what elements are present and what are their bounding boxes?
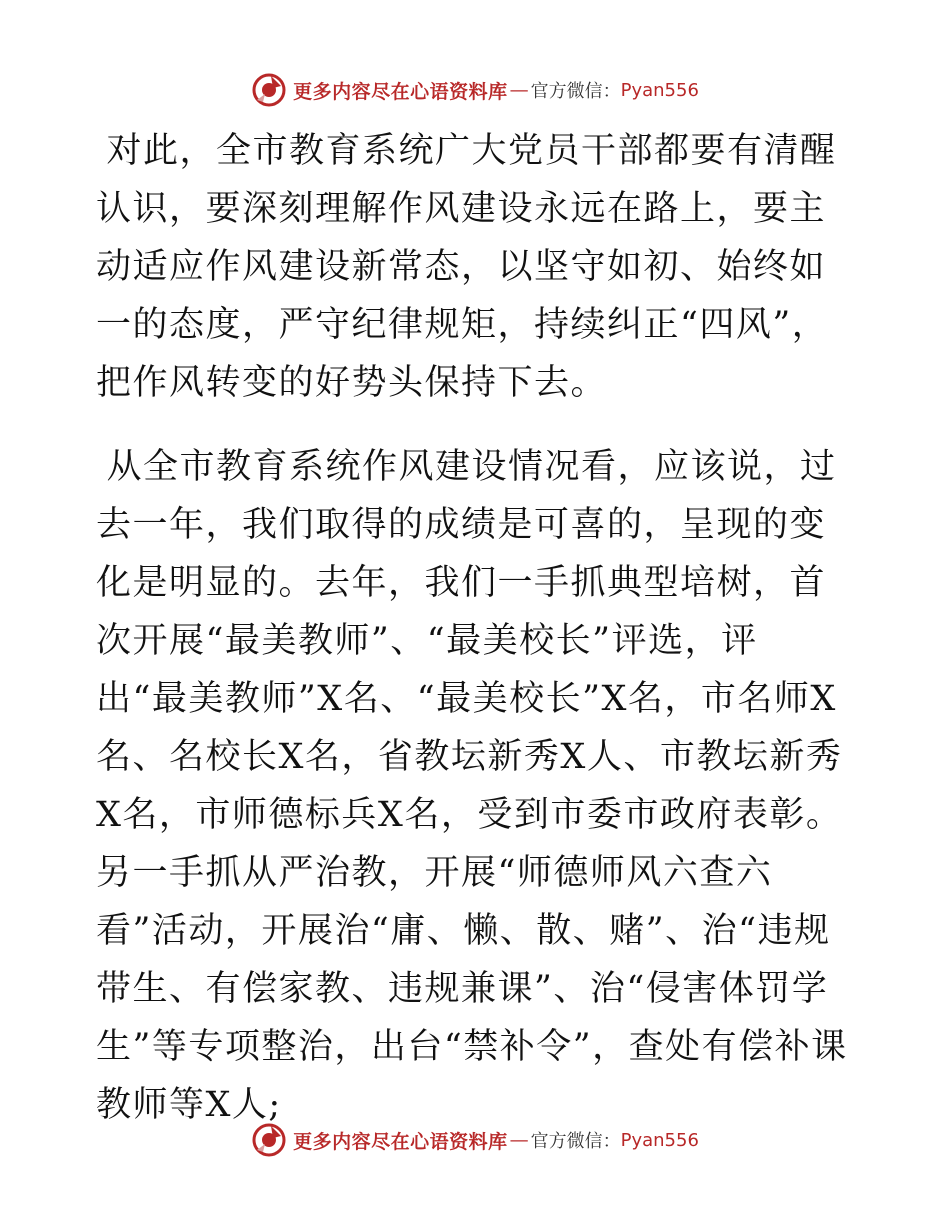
- watermark-separator: —: [509, 1129, 529, 1151]
- footer-watermark: [0, 1120, 950, 1160]
- wechat-id: Pyan556: [620, 79, 699, 101]
- watermark-text: 更多内容尽在心语资料库: [293, 80, 508, 103]
- wechat-label: 官方微信：: [530, 1131, 621, 1152]
- wechat-id: Pyan556: [620, 1129, 699, 1151]
- watermark-text: 更多内容尽在心语资料库: [293, 1130, 508, 1153]
- paragraph-2: 从全市教育系统作风建设情况看，应该说，过去一年，我们取得的成绩是可喜的，呈现的变化是明显的。去年，我们一手抓典型培树，首次开展“最美教师”、“最美校长”评选，评出“最美教师”X名、“最美校长”X名，市名师X名、名校长X名，省教坛新秀X人、市教坛新秀X名，市师德标兵X名，受到市委市政府表彰。另一手抓从严治教，开展“师德师风六查六看”活动，开展治“庸、懒、散、赌”、治“违规带生、有偿家教、违规兼课”、治“侵害体罚学生”等专项整治，出台“禁补令”，查处有偿补课教师等X人;: [96, 447, 848, 1125]
- brand-logo-icon: [251, 72, 287, 108]
- watermark-separator: —: [509, 79, 529, 101]
- document-body: [96, 122, 848, 1134]
- brand-logo-icon: [251, 1122, 287, 1158]
- paragraph-1: 对此，全市教育系统广大党员干部都要有清醒认识，要深刻理解作风建设永远在路上，要主动适应作风建设新常态，以坚守如初、始终如一的态度，严守纪律规矩，持续纠正“四风”，把作风转变的好势头保持下去。: [96, 131, 837, 403]
- header-watermark: [0, 70, 950, 110]
- wechat-label: 官方微信：: [530, 81, 621, 102]
